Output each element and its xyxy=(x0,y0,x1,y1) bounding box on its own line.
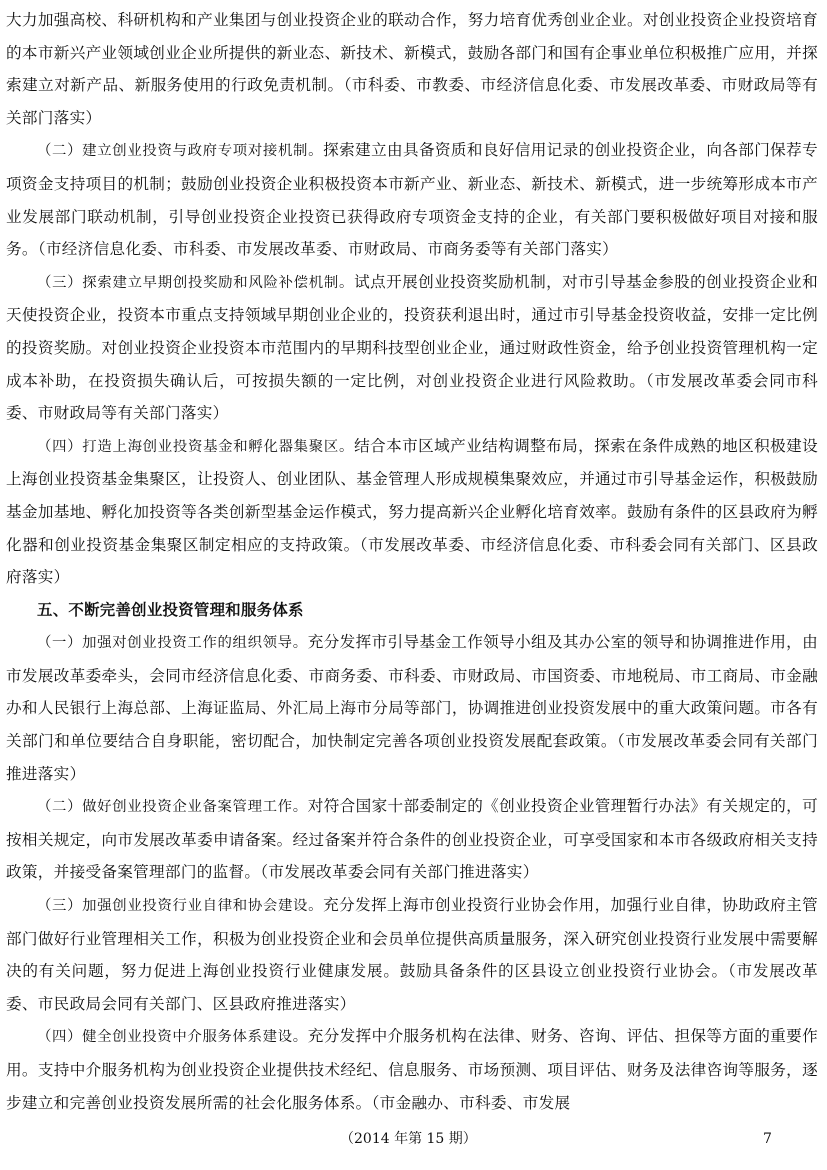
paragraph-section5-item-2 xyxy=(6,790,818,889)
paragraph-item-2 xyxy=(6,134,818,265)
paragraph-item-4 xyxy=(6,430,818,594)
paragraph-text: 充分发挥上海市创业投资行业协会作用，加强行业自律，协助政府主管部门做好行业管理相关工作，积极为创业投资企业和会员单位提供高质量服务，深入研究创业投资行业发展中需要解决的有关问题，努力促进上海创业投资行业健康发展。鼓励具备条件的区县设立创业投资行业协会。（市发展改革委、市民政局会同有关部门、区县政府推进落实） xyxy=(6,896,818,1013)
item-heading: （三）加强创业投资行业自律和协会建设。 xyxy=(37,898,324,915)
item-heading: （二）建立创业投资与政府专项对接机制。 xyxy=(37,143,324,160)
paragraph-text: 结合本市区域产业结构调整布局，探索在条件成熟的地区积极建设上海创业投资基金集聚区，让投资人、创业团队、基金管理人形成规模集聚效应，并通过市引导基金运作，积极鼓励基金加基地、孵化加投资等各类创新型基金运作模式，努力提高新兴企业孵化培育效率。鼓励有条件的区县政府为孵化器和创业投资基金集聚区制定相应的支持政策。（市发展改革委、市经济信息化委、市科委会同有关部门、区县政府落实） xyxy=(6,436,818,587)
paragraph-section5-item-4 xyxy=(6,1020,818,1119)
document-page xyxy=(6,4,818,1124)
issue-label: （2014 年第 15 期） xyxy=(340,1131,477,1147)
paragraph-text: 探索建立由具备资质和良好信用记录的创业投资企业，向各部门保荐专项资金支持项目的机制；鼓励创业投资企业积极投资本市新产业、新业态、新技术、新模式，进一步统筹形成本市产业发展部门联动机制，引导创业投资企业投资已获得政府专项资金支持的企业，有关部门要积极做好项目对接和服务。（市经济信息化委、市科委、市发展改革委、市财政局、市商务委等有关部门落实） xyxy=(6,141,818,259)
paragraph-section5-item-3 xyxy=(6,889,818,1020)
paragraph-item-3 xyxy=(6,266,818,430)
paragraph-text: 大力加强高校、科研机构和产业集团与创业投资企业的联动合作，努力培育优秀创业企业。对创业投资企业投资培育的本市新兴产业领域创业企业所提供的新业态、新技术、新模式，鼓励各部门和国有企事业单位积极推广应用，并探索建立对新产品、新服务使用的行政免责机制。（市科委、市教委、市经济信息化委、市发展改革委、市财政局等有关部门落实） xyxy=(6,11,818,127)
paragraph-text: 充分发挥市引导基金工作领导小组及其办公室的领导和协调推进作用，由市发展改革委牵头，会同市经济信息化委、市商务委、市科委、市财政局、市国资委、市地税局、市工商局、市金融办和人民银行上海总部、上海证监局、外汇局上海市分局等部门，协调推进创业投资发展中的重大政策问题。市各有关部门和单位要结合自身职能，密切配合，加快制定完善各项创业投资发展配套政策。（市发展改革委会同有关部门推进落实） xyxy=(6,633,818,783)
section-heading: 五、不断完善创业投资管理和服务体系 xyxy=(37,600,304,619)
item-heading: （一）加强对创业投资工作的组织领导。 xyxy=(37,635,308,652)
item-heading: （四）健全创业投资中介服务体系建设。 xyxy=(37,1029,308,1046)
item-heading: （四）打造上海创业投资基金和孵化器集聚区。 xyxy=(37,438,355,455)
paragraph-section5-item-1 xyxy=(6,626,818,790)
item-heading: （二）做好创业投资企业备案管理工作。 xyxy=(37,799,308,816)
paragraph-text: 充分发挥中介服务机构在法律、财务、咨询、评估、担保等方面的重要作用。支持中介服务机构为创业投资企业提供技术经纪、信息服务、市场预测、项目评估、财务及法律咨询等服务，逐步建立和完善创业投资发展所需的社会化服务体系。（市金融办、市科委、市发展 xyxy=(6,1027,818,1112)
page-number: 7 xyxy=(763,1131,772,1147)
paragraph-text: 对符合国家十部委制定的《创业投资企业管理暂行办法》有关规定的，可按相关规定，向市发展改革委申请备案。经过备案并符合条件的创业投资企业，可享受国家和本市各级政府相关支持政策，并接受备案管理部门的监督。（市发展改革委会同有关部门推进落实） xyxy=(6,797,818,882)
paragraph-text: 试点开展创业投资奖励机制，对市引导基金参股的创业投资企业和天使投资企业，投资本市重点支持领域早期创业企业的，投资获利退出时，通过市引导基金投资收益，安排一定比例的投资奖励。对创业投资企业投资本市范围内的早期科技型创业企业，通过财政性资金，给予创业投资管理机构一定成本补助，在投资损失确认后，可按损失额的一定比例，对创业投资企业进行风险救助。（市发展改革委会同市科委、市财政局等有关部门落实） xyxy=(6,272,818,423)
paragraph-continued xyxy=(6,4,818,134)
item-heading: （三）探索建立早期创投奖励和风险补偿机制。 xyxy=(37,274,355,291)
page-footer xyxy=(0,1124,827,1154)
